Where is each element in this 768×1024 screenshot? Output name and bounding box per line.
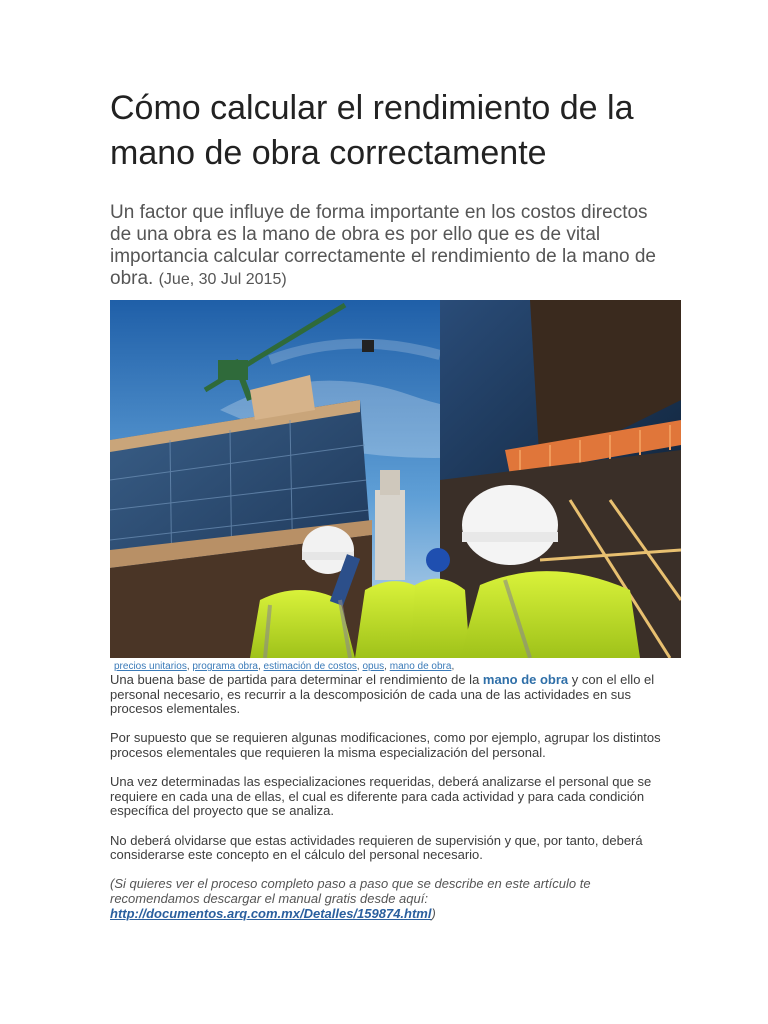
keyword-link[interactable]: mano de obra <box>482 672 569 687</box>
paragraph: No deberá olvidarse que estas actividades requieren de supervisión y que, por tanto, deberá considerarse este concepto en el cálculo del personal necesario. <box>110 832 643 863</box>
paragraph: Una vez determinadas las especializaciones requeridas, deberá analizarse el personal que se requiere en cada una de ellas, el cual es diferente para cada actividad y para cada condición específica del proyecto que se analiza. <box>110 774 652 819</box>
tag-link[interactable]: estimación de costos <box>263 661 357 672</box>
download-link[interactable]: http://documentos.arq.com.mx/Detalles/159874.html <box>110 905 432 921</box>
article-lede <box>110 202 670 291</box>
tag-link[interactable]: programa obra <box>192 661 258 672</box>
lede-text: Un factor que influye de forma importante en los costos directos de una obra es la mano de obra es por ello que es de vital importancia calcular correctamente el rendimiento de la mano de obra. <box>110 202 656 289</box>
article-body <box>110 673 670 936</box>
tag-list: precios unitarios, programa obra, estimación de costos, opus, mano de obra, <box>114 661 455 672</box>
article-title: Cómo calcular el rendimiento de la mano de obra correctamente <box>110 89 634 172</box>
paragraph: Por supuesto que se requieren algunas modificaciones, como por ejemplo, agrupar los distintos procesos elementales que requieren la misma especialización del personal. <box>110 730 661 760</box>
tag-link[interactable]: precios unitarios <box>114 661 187 672</box>
download-note: (Si quieres ver el proceso completo paso a paso que se describe en este artículo te recomendamos descargar el manual gratis desde aquí: http://documentos.arq.com.mx/Detalles/159874.html) <box>110 876 591 921</box>
tag-link[interactable]: opus <box>362 661 385 672</box>
construction-site-photo <box>110 300 681 658</box>
paragraph: Una buena base de partida para determinar el rendimiento de la mano de obra y con el ello el personal necesario, es recurrir a la descomposición de cada una de las actividades en sus procesos elementales. <box>110 672 655 717</box>
hero-image <box>110 300 681 658</box>
tag-link[interactable]: mano de obra <box>389 661 452 672</box>
article-date: (Jue, 30 Jul 2015) <box>158 271 287 288</box>
